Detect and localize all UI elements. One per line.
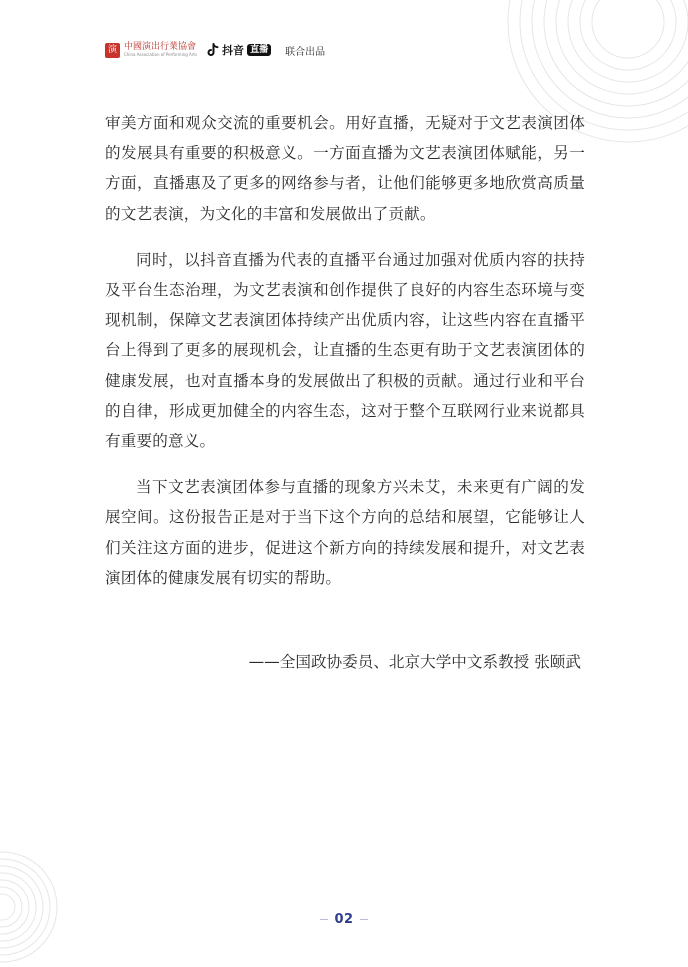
douyin-note-icon (207, 43, 219, 57)
live-badge: 直播 (247, 44, 271, 57)
joint-production-label: 联合出品 (285, 46, 326, 58)
author-signature: ——全国政协委员、北京大学中文系教授 张颐武 (248, 653, 581, 671)
association-name-en: China Association of Performing Arts (124, 51, 198, 57)
platform-name: 抖音 (222, 44, 245, 57)
paragraph-1: 审美方面和观众交流的重要机会。用好直播，无疑对于文艺表演团体的发展具有重要的积极意义。一方面直播为文艺表演团体赋能，另一方面，直播惠及了更多的网络参与者，让他们能够更多地欣赏高质量的文艺表演，为文化的丰富和发展做出了贡献。 (105, 114, 585, 223)
douyin-live-logo (207, 42, 271, 58)
page-number-footer (0, 912, 688, 927)
page-number-dash-right (360, 919, 368, 920)
paragraph-3: 当下文艺表演团体参与直播的现象方兴未艾，未来更有广阔的发展空间。这份报告正是对于当下这个方向的总结和展望，它能够让人们关注这方面的进步，促进这个新方向的持续发展和提升，对文艺表演团体的健康发展有切实的帮助。 (105, 478, 585, 587)
header-logos (105, 38, 325, 62)
decorative-circles-bottom-left (0, 847, 70, 967)
page-number-dash-left (320, 919, 328, 920)
paragraph-2: 同时，以抖音直播为代表的直播平台通过加强对优质内容的扶持及平台生态治理，为文艺表演和创作提供了良好的内容生态环境与变现机制，保障文艺表演团体持续产出优质内容，让这些内容在直播平台上得到了更多的展现机会，让直播的生态更有助于文艺表演团体的健康发展，也对直播本身的发展做出了积极的贡献。通过行业和平台的自律，形成更加健全的内容生态，这对于整个互联网行业来说都具有重要的意义。 (105, 250, 585, 451)
association-name-cn: 中國演出行業協會 (124, 41, 197, 52)
page-number: 02 (334, 912, 354, 927)
main-content (105, 108, 585, 609)
association-name (124, 43, 197, 58)
association-seal-logo: 演 (105, 43, 120, 58)
